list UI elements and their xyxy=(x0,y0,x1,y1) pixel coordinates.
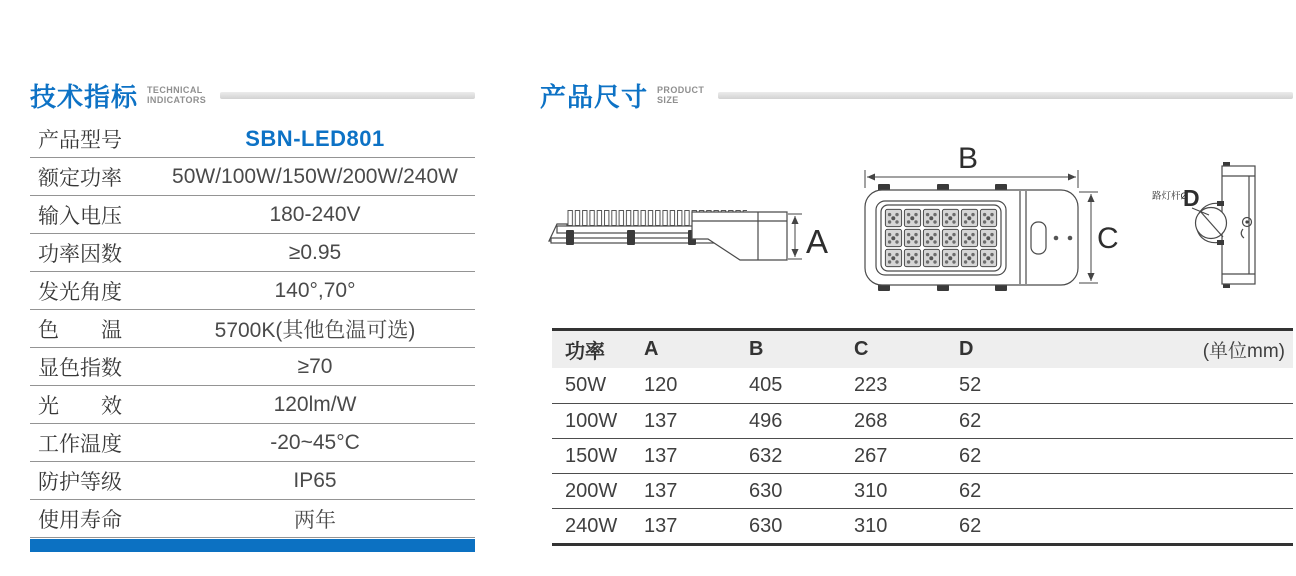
dim-c-cell: 223 xyxy=(854,374,888,396)
power-cell: 150W xyxy=(565,444,618,467)
dim-a-cell: 137 xyxy=(644,409,678,432)
side-view-drawing xyxy=(549,210,828,260)
spec-label: 显色指数 xyxy=(38,356,122,380)
dim-a-cell: 120 xyxy=(644,374,678,396)
spec-row-color-temperature xyxy=(30,310,475,348)
size-table xyxy=(552,328,1293,546)
col-header-power: 功率 xyxy=(565,341,605,363)
spec-value: 两年 xyxy=(294,508,336,532)
spec-table xyxy=(30,120,475,552)
spec-value: 50W/100W/150W/200W/240W xyxy=(172,164,458,188)
spec-row-rated-power xyxy=(30,158,475,196)
dim-c-cell: 268 xyxy=(854,409,888,432)
spec-label: 产品型号 xyxy=(38,128,122,152)
header-divider-line xyxy=(718,92,1293,99)
spec-label: 工作温度 xyxy=(38,432,122,456)
section-title-technical: 技术指标 xyxy=(30,81,139,112)
spec-label: 发光角度 xyxy=(38,280,122,304)
unit-note: (单位mm) xyxy=(1202,341,1285,362)
spec-label: 色 温 xyxy=(38,318,122,342)
spec-row-beam-angle xyxy=(30,272,475,310)
technical-indicators-header xyxy=(30,80,475,110)
spec-row-model xyxy=(30,120,475,158)
size-row-240w xyxy=(552,508,1293,543)
pole-diameter-note: 路灯杆Ø xyxy=(1152,191,1188,202)
spec-value: 140°,70° xyxy=(274,278,356,302)
col-header-c: C xyxy=(854,338,869,360)
size-row-150w xyxy=(552,438,1293,473)
spec-value: -20~45°C xyxy=(270,430,360,454)
dim-label-d: D xyxy=(1183,185,1200,211)
size-row-200w xyxy=(552,473,1293,508)
dim-label-c: C xyxy=(1097,222,1119,255)
spec-value: 180-240V xyxy=(269,202,361,226)
spec-value: ≥70 xyxy=(297,354,333,378)
dimension-drawings xyxy=(540,130,1296,328)
spec-value: 120lm/W xyxy=(273,392,357,416)
col-header-a: A xyxy=(644,338,659,360)
spec-label: 输入电压 xyxy=(38,204,122,228)
size-table-header-row xyxy=(552,331,1293,368)
power-cell: 200W xyxy=(565,479,618,502)
section-subtitle-technical: TECHNICAL INDICATORS xyxy=(147,85,207,105)
dim-a-cell: 137 xyxy=(644,514,678,537)
dim-label-a: A xyxy=(806,223,829,260)
col-header-b: B xyxy=(749,338,764,360)
power-cell: 100W xyxy=(565,409,618,432)
dim-b-cell: 632 xyxy=(749,444,783,467)
spec-row-working-temperature xyxy=(30,424,475,462)
section-subtitle-size: PRODUCT SIZE xyxy=(657,85,705,105)
header-divider-line xyxy=(220,92,475,99)
size-row-50w xyxy=(552,368,1293,403)
dim-b-cell: 630 xyxy=(749,514,783,537)
power-cell: 240W xyxy=(565,514,618,537)
dim-d-cell: 52 xyxy=(959,374,982,396)
dim-b-cell: 630 xyxy=(749,479,783,502)
spec-value: ≥0.95 xyxy=(288,240,342,264)
spec-row-ip-rating xyxy=(30,462,475,500)
size-row-100w xyxy=(552,403,1293,438)
dim-b-cell: 405 xyxy=(749,374,783,396)
end-view-drawing xyxy=(1152,162,1255,288)
dim-d-cell: 62 xyxy=(959,409,982,432)
spec-value: IP65 xyxy=(293,468,337,492)
spec-label: 额定功率 xyxy=(38,166,122,190)
dim-d-cell: 62 xyxy=(959,479,982,502)
spec-label: 防护等级 xyxy=(38,470,122,494)
spec-row-luminous-efficacy xyxy=(30,386,475,424)
dim-c-cell: 310 xyxy=(854,479,888,502)
spec-label: 功率因数 xyxy=(38,242,122,266)
spec-row-input-voltage xyxy=(30,196,475,234)
spec-row-lifespan xyxy=(30,500,475,538)
spec-label: 光 效 xyxy=(38,394,122,418)
spec-label: 使用寿命 xyxy=(38,508,122,532)
power-cell: 50W xyxy=(565,374,607,396)
dim-c-cell: 310 xyxy=(854,514,888,537)
product-size-header xyxy=(540,80,1293,110)
dim-a-cell: 137 xyxy=(644,444,678,467)
spec-value: 5700K(其他色温可选) xyxy=(214,318,416,342)
dim-b-cell: 496 xyxy=(749,409,783,432)
product-model-value: SBN-LED801 xyxy=(245,125,385,151)
dim-a-cell: 137 xyxy=(644,479,678,502)
col-header-d: D xyxy=(959,338,974,360)
dim-c-cell: 267 xyxy=(854,444,888,467)
dim-d-cell: 62 xyxy=(959,444,982,467)
dim-label-b: B xyxy=(958,142,979,175)
top-view-drawing xyxy=(865,142,1119,291)
spec-row-cri xyxy=(30,348,475,386)
section-title-size: 产品尺寸 xyxy=(540,81,649,112)
table-footer-accent-bar xyxy=(30,539,475,552)
dim-d-cell: 62 xyxy=(959,514,982,537)
spec-row-power-factor xyxy=(30,234,475,272)
